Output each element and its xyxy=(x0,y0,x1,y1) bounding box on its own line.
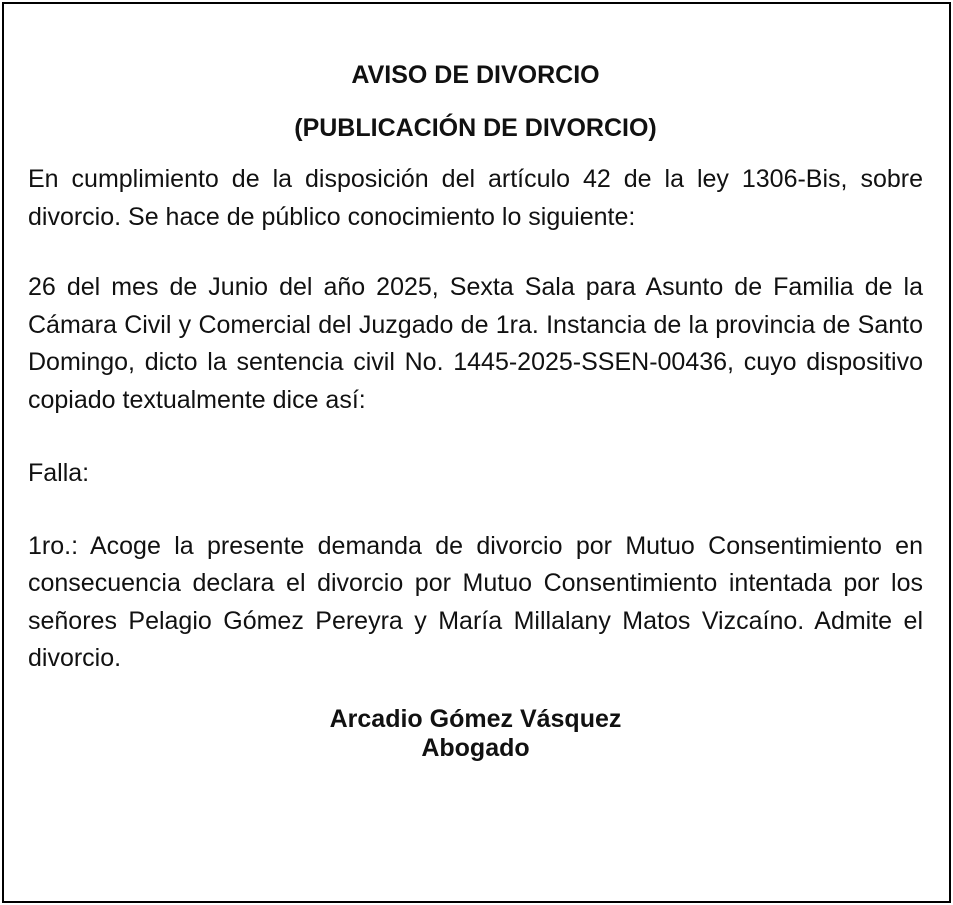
facts-paragraph: 26 del mes de Junio del año 2025, Sexta Sala para Asunto de Familia de la Cámara Civil y Comercial del Juzgado de 1ra. Instancia de la provincia de Santo Domingo, dicto la sentencia civil No. 1445-2025-SSEN-00436, cuyo dispositivo copiado textualmente dice así: xyxy=(28,273,923,414)
notice-frame xyxy=(2,2,951,903)
notice-subtitle: (PUBLICACIÓN DE DIVORCIO) xyxy=(294,114,657,142)
notice-title: AVISO DE DIVORCIO xyxy=(351,61,600,89)
signer-name: Arcadio Gómez Vásquez xyxy=(329,704,622,733)
ruling-paragraph: 1ro.: Acoge la presente demanda de divorcio por Mutuo Consentimiento en consecuencia declara el divorcio por Mutuo Consentimiento intentada por los señores Pelagio Gómez Pereyra y María Millalany Matos Vizcaíno. Admite el divorcio. xyxy=(28,531,923,672)
signer-title: Abogado xyxy=(421,733,530,762)
intro-paragraph: En cumplimiento de la disposición del artículo 42 de la ley 1306-Bis, sobre divorcio. Se hace de público conocimiento lo siguiente: xyxy=(28,165,923,231)
falla-label: Falla: xyxy=(28,459,90,487)
notice-content xyxy=(28,54,923,763)
